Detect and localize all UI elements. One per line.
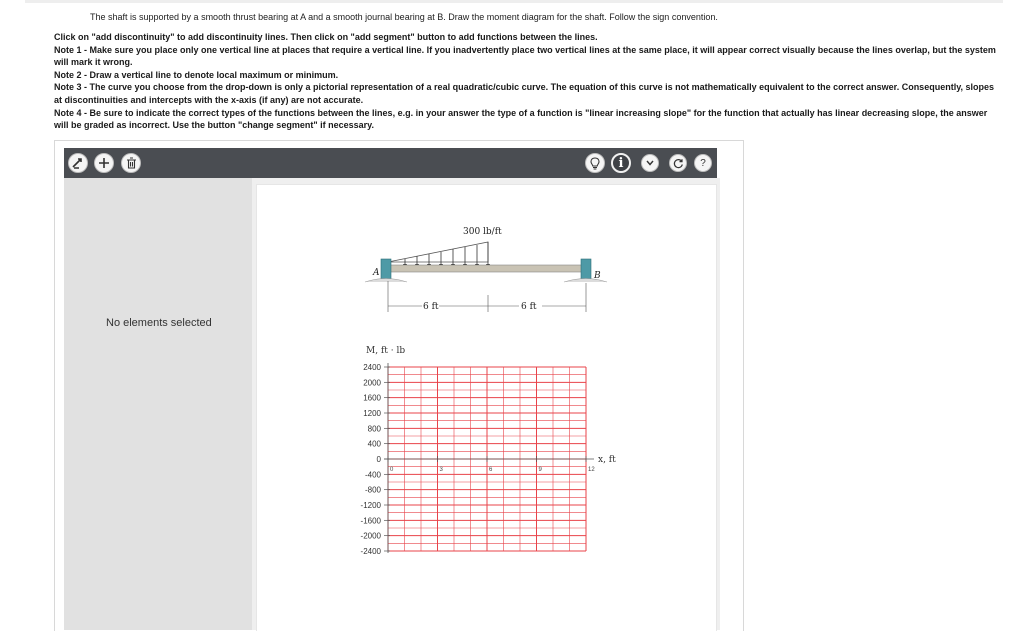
y-tick-label: 1600 <box>363 393 381 403</box>
support-a-label: A <box>373 268 380 278</box>
delete-icon[interactable] <box>121 153 141 173</box>
note-2: Note 2 - Draw a vertical line to denote local maximum or minimum. <box>54 69 339 80</box>
y-tick-label: 800 <box>367 424 381 434</box>
instructions <box>54 31 1004 132</box>
dropdown-chevron-icon[interactable] <box>641 154 659 172</box>
y-tick-label: 2400 <box>363 363 381 372</box>
instructions-lead: Click on "add discontinuity" to add discontinuity lines. Then click on "add segment" button to add functions between the lines. <box>54 32 598 42</box>
base-a <box>365 279 407 283</box>
properties-sidebar <box>64 178 252 630</box>
y-tick-label: -2000 <box>360 531 381 541</box>
top-divider <box>25 0 1003 3</box>
note-3: Note 3 - The curve you choose from the drop-down is only a pictorial representation of a real quadratic/cubic curve. The equation of this curve is not mathematically equivalent to the correct answer. Consequently, slopes at discontinuities and intercepts with the x-axis (if any) are not accurate. <box>54 82 995 105</box>
shaft-figure <box>365 227 607 312</box>
y-tick-label: 1200 <box>363 409 381 418</box>
info-icon[interactable] <box>611 153 631 173</box>
support-b-label: B <box>594 271 601 281</box>
question-text: The shaft is supported by a smooth thrust bearing at A and a smooth journal bearing at B. Draw the moment diagram for the shaft. Follow the sign convention. <box>90 12 718 22</box>
add-segment-icon[interactable] <box>94 153 114 173</box>
x-tick-label: 9 <box>538 467 542 473</box>
y-tick-label: -800 <box>364 485 381 495</box>
y-tick-label: 2000 <box>363 378 381 388</box>
note-1: Note 1 - Make sure you place only one vertical line at places that require a vertical line. If you inadvertently place two vertical lines at the same place, it will appear correct visually because the lines overlap, but the system will mark it wrong. <box>54 44 996 68</box>
info-label: i <box>618 155 624 171</box>
reset-icon[interactable] <box>669 154 687 172</box>
y-tick-label: -2400 <box>360 547 381 556</box>
dimension-lines <box>388 281 586 312</box>
load-label: 300 lb/ft <box>463 227 502 237</box>
y-tick-label: 0 <box>376 455 381 464</box>
y-tick-label: 400 <box>367 439 381 449</box>
load-outline <box>388 242 488 262</box>
dimension-label-1: 6 ft <box>423 302 439 312</box>
toolbar <box>64 148 717 178</box>
y-tick-label: -1200 <box>360 501 381 510</box>
x-axis-label: x, ft <box>598 455 616 465</box>
x-tick-label: 0 <box>390 467 394 473</box>
dimension-label-2: 6 ft <box>521 302 537 312</box>
shaft-bar <box>388 265 588 272</box>
sidebar-message: No elements selected <box>106 317 212 329</box>
bearing-b <box>581 259 591 279</box>
hint-icon[interactable] <box>585 153 605 173</box>
y-axis-label: M, ft · lb <box>366 346 406 356</box>
x-tick-label: 6 <box>489 467 493 473</box>
drawing-canvas[interactable] <box>256 184 717 631</box>
add-discontinuity-icon[interactable] <box>68 153 88 173</box>
figure-svg <box>257 185 716 631</box>
note-4: Note 4 - Be sure to indicate the correct types of the functions between the lines, e.g. in your answer the type of a function is "linear increasing slope" for the function that actually has linear decreasing slope, the answer will be graded as incorrect. Use the button "change segment" if necessary. <box>54 107 988 131</box>
help-icon[interactable] <box>694 154 712 172</box>
y-tick-label: -400 <box>364 470 381 480</box>
y-tick-label: -1600 <box>360 516 381 526</box>
bearing-a <box>381 259 391 279</box>
x-tick-label: 12 <box>588 467 595 473</box>
moment-chart[interactable] <box>361 346 617 556</box>
help-label: ? <box>700 157 706 169</box>
x-tick-label: 3 <box>439 467 443 473</box>
